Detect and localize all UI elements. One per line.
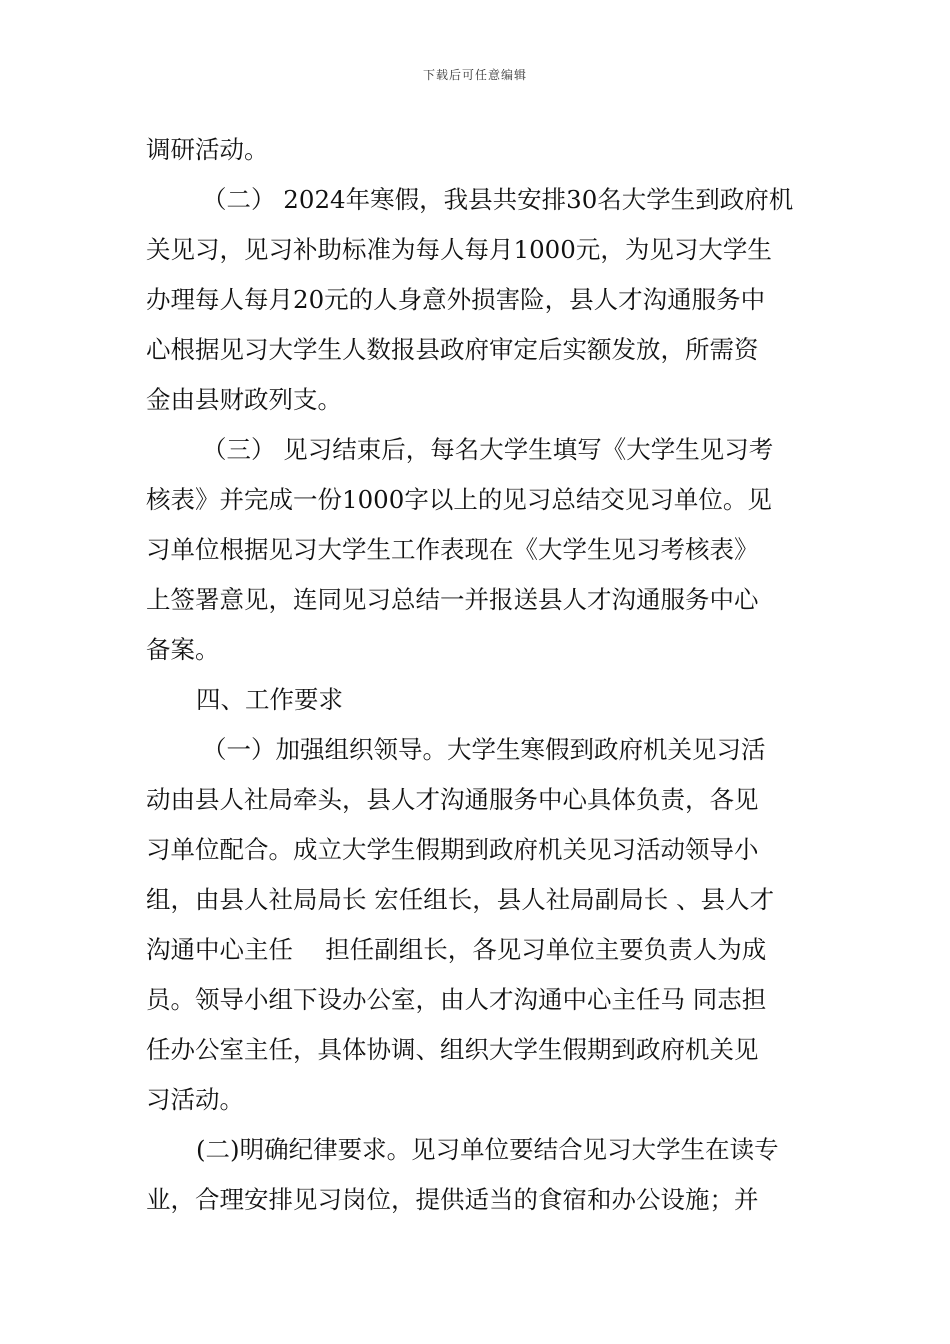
paragraph-line: 备案。 (146, 635, 220, 664)
paragraph-line: 员。领导小组下设办公室，由人才沟通中心主任马 同志担 (146, 985, 767, 1014)
paragraph-line: 沟通中心主任 担任副组长，各见习单位主要负责人为成 (146, 935, 767, 964)
paragraph-line: 心根据见习大学生人数报县政府审定后实额发放，所需资 (146, 335, 759, 364)
paragraph-line: （二） 2024年寒假，我县共安排30名大学生到政府机 (202, 185, 794, 214)
paragraph-line: 习单位配合。成立大学生假期到政府机关见习活动领导小 (146, 835, 759, 864)
paragraph-line: 上签署意见，连同见习总结一并报送县人才沟通服务中心 (146, 585, 759, 614)
paragraph-line: (二)明确纪律要求。见习单位要结合见习大学生在读专 (196, 1135, 779, 1164)
paragraph-line: 习单位根据见习大学生工作表现在《大学生见习考核表》 (146, 535, 759, 564)
paragraph-line: （三） 见习结束后，每名大学生填写《大学生见习考 (202, 435, 774, 464)
paragraph-line: 组，由县人社局局长 宏任组长，县人社局副局长 、县人才 (146, 885, 775, 914)
paragraph-line: 调研活动。 (146, 135, 269, 164)
page-header-note: 下载后可任意编辑 (422, 68, 527, 82)
paragraph-line: （一）加强组织领导。大学生寒假到政府机关见习活 (202, 735, 766, 764)
paragraph-line: 任办公室主任，具体协调、组织大学生假期到政府机关见 (146, 1035, 759, 1064)
section-heading: 四、工作要求 (196, 685, 343, 714)
paragraph-line: 习活动。 (146, 1085, 244, 1114)
paragraph-line: 办理每人每月20元的人身意外损害险，县人才沟通服务中 (146, 285, 766, 314)
paragraph-line: 业，合理安排见习岗位，提供适当的食宿和办公设施；并 (146, 1185, 759, 1214)
paragraph-line: 关见习，见习补助标准为每人每月1000元，为见习大学生 (146, 235, 772, 264)
paragraph-line: 核表》并完成一份1000字以上的见习总结交见习单位。见 (146, 485, 772, 514)
paragraph-line: 金由县财政列支。 (146, 385, 342, 414)
paragraph-line: 动由县人社局牵头，县人才沟通服务中心具体负责，各见 (146, 785, 759, 814)
